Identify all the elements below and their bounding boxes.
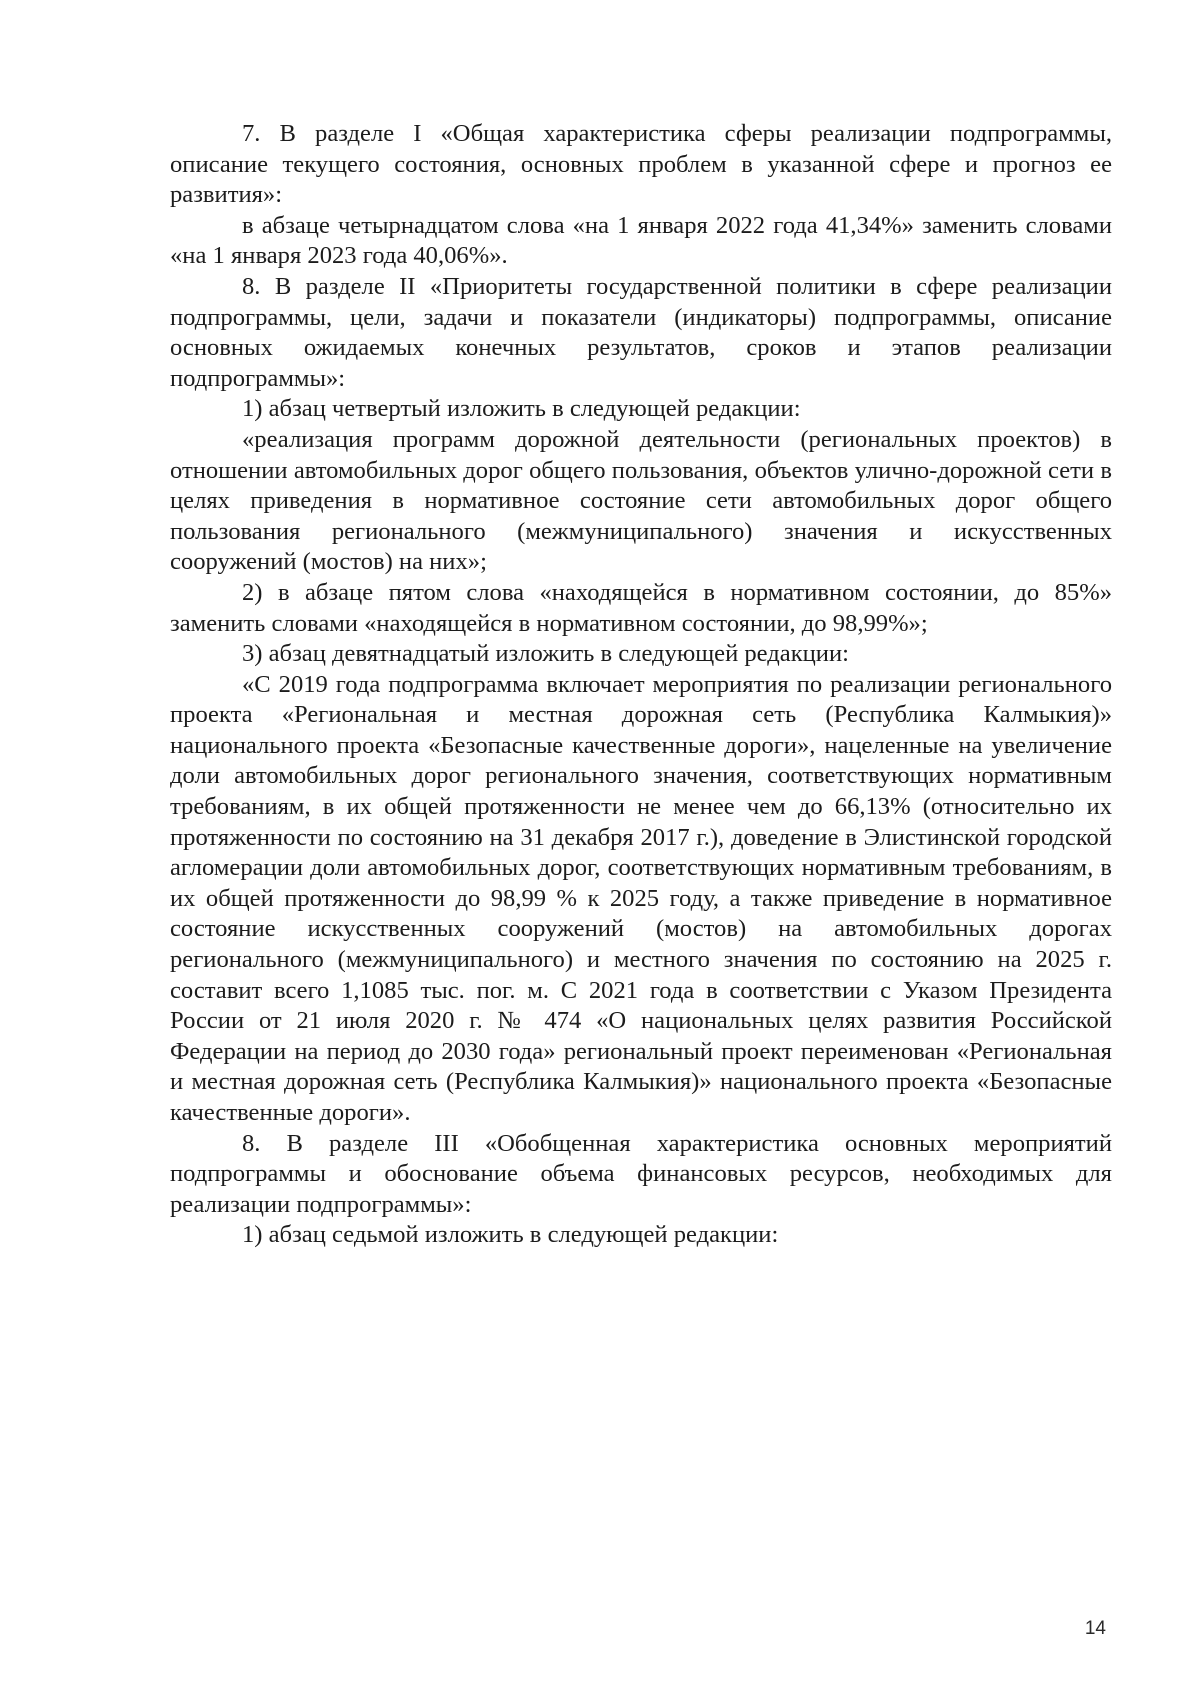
paragraph-item-2: 2) в абзаце пятом слова «находящейся в нормативном состоянии, до 85%» заменить словами «находящейся в нормативном состоянии, до 98,99%»; <box>170 578 1112 637</box>
paragraph-item-1: 1) абзац четвертый изложить в следующей редакции: <box>242 395 801 423</box>
paragraph-item-3: 3) абзац девятнадцатый изложить в следующей редакции: <box>242 640 849 668</box>
paragraph-item-1-text: «реализация программ дорожной деятельности (региональных проектов) в отношении автомобильных дорог общего пользования, объектов улично-дорожной сети в целях приведения в нормативное состояние сети автомобильных дорог общего пользования регионального (межмуниципального) значения и искусственных сооружений (мостов) на них»; <box>170 425 1112 576</box>
paragraph-section-2-amendment: 8. В разделе II «Приоритеты государственной политики в сфере реализации подпрограммы, цели, задачи и показатели (индикаторы) подпрограммы, описание основных ожидаемых конечных результатов, сроков и этапов реализации подпрограммы»: <box>170 272 1112 392</box>
paragraph-section-3-amendment: 8. В разделе III «Обобщенная характеристика основных мероприятий подпрограммы и обоснование объема финансовых ресурсов, необходимых для реализации подпрограммы»: <box>170 1129 1112 1218</box>
page-number: 14 <box>1084 1618 1106 1639</box>
paragraph-paragraph-14-change: в абзаце четырнадцатом слова «на 1 января 2022 года 41,34%» заменить словами «на 1 января 2023 года 40,06%». <box>170 211 1112 270</box>
paragraph-item-3-text: «С 2019 года подпрограмма включает мероприятия по реализации регионального проекта «Региональная и местная дорожная сеть (Республика Калмыкия)» национального проекта «Безопасные качественные дороги», нацеленные на увеличение доли автомобильных дорог регионального значения, соответствующих нормативным требованиям, в их общей протяженности не менее чем до 66,13% (относительно их протяженности по состоянию на 31 декабря 2017 г.), доведение в Элистинской городской агломерации доли автомобильных дорог, соответствующих нормативным требованиям, в их общей протяженности до 98,99 % к 2025 году, а также приведение в нормативное состояние искусственных сооружений (мостов) на автомобильных дорогах регионального (межмуниципального) и местного значения по состоянию на 2025 г. составит всего 1,1085 тыс. пог. м. С 2021 года в соответствии с Указом Президента России от 21 июля 2020 г. № 474 «О национальных целях развития Российской Федерации на период до 2030 года» региональный проект переименован «Региональная и местная дорожная сеть (Республика Калмыкия)» национального проекта «Безопасные качественные дороги». <box>170 670 1112 1126</box>
document-body <box>170 119 1112 1251</box>
paragraph-section-1-amendment: 7. В разделе I «Общая характеристика сферы реализации подпрограммы, описание текущего состояния, основных проблем в указанной сфере и прогноз ее развития»: <box>170 120 1112 209</box>
paragraph-section-3-item-1: 1) абзац седьмой изложить в следующей редакции: <box>242 1221 779 1249</box>
